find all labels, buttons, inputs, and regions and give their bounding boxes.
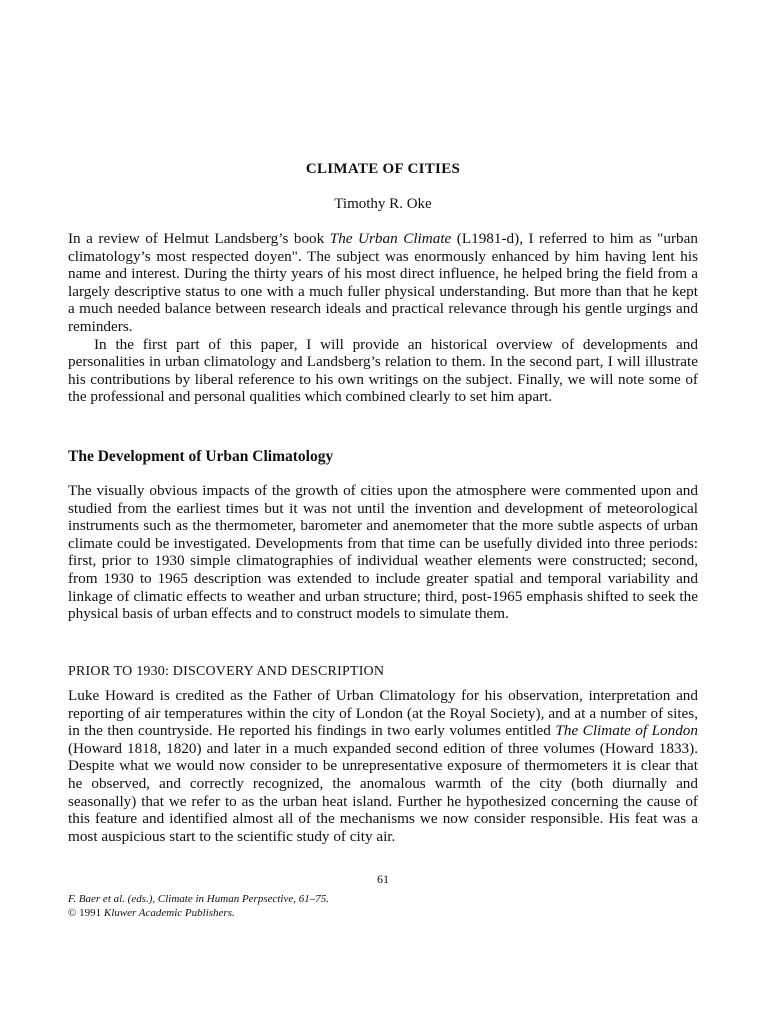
intro-text-part-a: In a review of Helmut Landsberg’s book — [68, 230, 330, 247]
publisher-name: Kluwer Academic Publishers. — [103, 907, 235, 919]
citation-line: F. Baer et al. (eds.), Climate in Human Perpsective, 61–75. — [68, 893, 329, 905]
citation-footer — [68, 892, 329, 920]
intro-paragraph-2: In the first part of this paper, I will provide an historical overview of developments and personalities in urban climatology and Landsberg’s relation to them. In the second part, I will illustrate his contributions by liberal reference to his own writings on the subject. Finally, we will note some of the professional and personal qualities which combined clearly to set him apart. — [68, 335, 698, 406]
page-number: 61 — [377, 872, 389, 886]
intro-text-part-b: (L1981-d), I referred to him as "urban climatology’s most respected doyen". The subject was enormously enhanced by him having lent his name and interest. During the thirty years of his most direct influence, he helped bring the field from a largely descriptive status to one with a much fuller physical understanding. But more than that he kept a much needed balance between research ideals and practical relevance through his gentle urgings and reminders. — [68, 230, 698, 335]
book-title-climate-of-london: The Climate of London — [555, 722, 698, 740]
copyright-symbol: © 1991 — [68, 907, 104, 919]
section-paragraph-1: The visually obvious impacts of the growth of cities upon the atmosphere were commented upon and studied from the earliest times but it was not until the invention and development of meteorological instruments such as the thermometer, barometer and anemometer that the more subtle aspects of urban climate could be investigated. Developments from that time can be usefully divided into three periods: first, prior to 1930 simple climatographies of individual weather elements were constructed; second, from 1930 to 1965 description was extended to include greater spatial and temporal variability and linkage of climatic effects to weather and urban structure; third, post-1965 emphasis shifted to seek the physical basis of urban effects and to construct models to simulate them. — [68, 482, 698, 623]
paper-title: CLIMATE OF CITIES — [305, 161, 461, 177]
paper-author: Timothy R. Oke — [334, 196, 432, 212]
subsection-heading: PRIOR TO 1930: DISCOVERY AND DESCRIPTION — [68, 664, 385, 679]
intro-paragraph-1 — [68, 230, 698, 336]
copyright-line — [68, 906, 329, 920]
subsection-text-part-a: Luke Howard is credited as the Father of Urban Climatology for his observation, interpretation and reporting of air temperatures within the city of London (at the Royal Society), and at a number of sites, in the then countryside. He reported his findings in two early volumes entitled — [68, 687, 698, 740]
book-title-urban-climate: The Urban Climate — [329, 230, 452, 247]
paper-page — [68, 0, 698, 1024]
subsection-paragraph-1 — [68, 687, 698, 845]
subsection-text-part-b: (Howard 1818, 1820) and later in a much expanded second edition of three volumes (Howard 1833). Despite what we would now consider to be unrepresentative exposure of thermometers it is clear that he observed, and correctly recognized, the anomalous warmth of the city (both diurnally and seasonally) that we refer to as the urban heat island. Further he hypothesized concerning the cause of this feature and identified almost all of the mechanisms we now consider responsible. His feat was a most auspicious start to the scientific study of city air. — [68, 739, 698, 845]
section-heading: The Development of Urban Climatology — [68, 448, 334, 465]
